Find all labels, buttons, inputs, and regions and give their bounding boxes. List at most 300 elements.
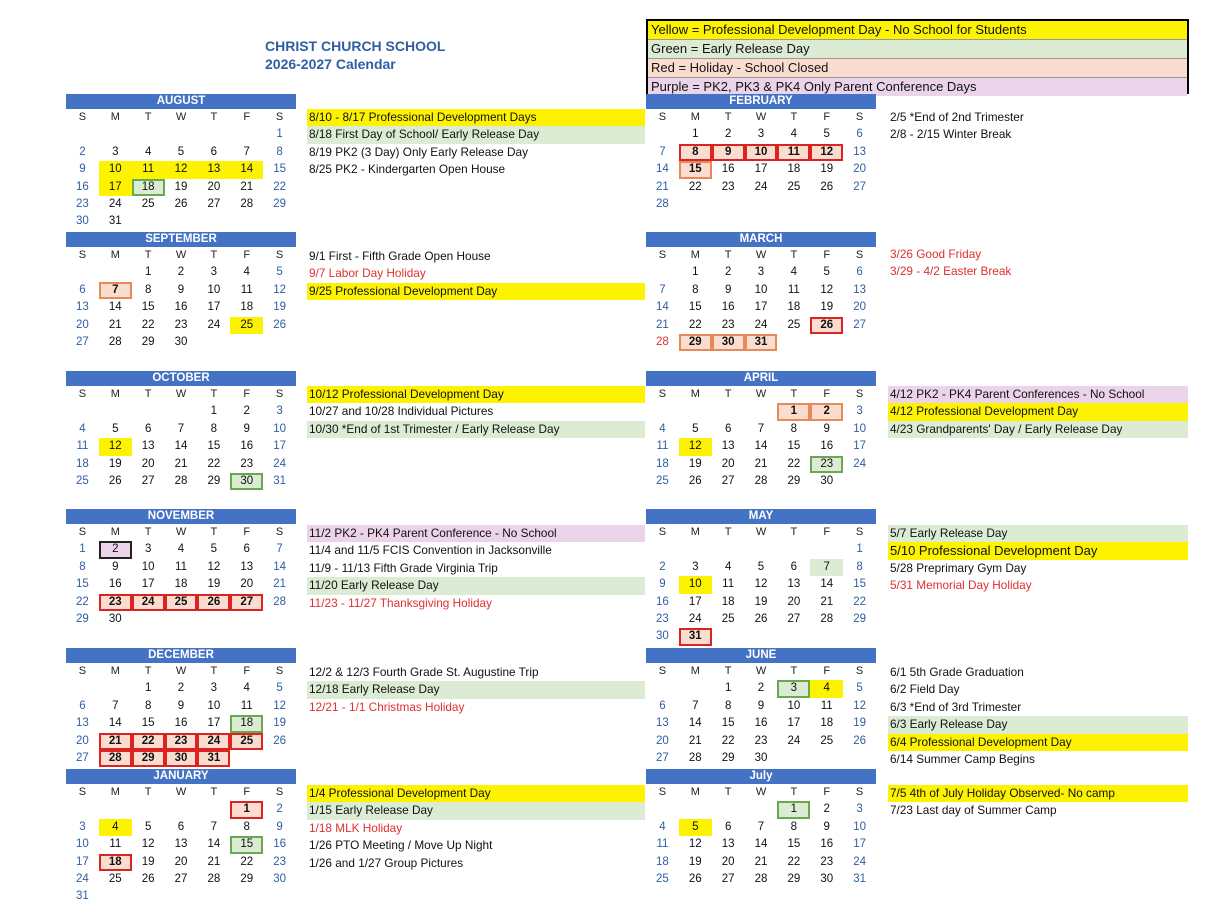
- day-cell: 2: [99, 541, 132, 558]
- week-row: [646, 126, 876, 143]
- weekday-label: W: [755, 249, 767, 261]
- day-cell: 15: [688, 301, 702, 314]
- day-cell: 13: [656, 717, 669, 730]
- event-item: 12/18 Early Release Day: [307, 681, 645, 698]
- week-row: [66, 161, 296, 178]
- day-cell: 31: [745, 334, 778, 351]
- empty-day-cell: [777, 541, 810, 558]
- week-row: [646, 264, 876, 281]
- day-cell: 26: [688, 474, 702, 487]
- weekday-label: W: [175, 526, 187, 538]
- day-cell: 20: [141, 457, 155, 470]
- day-cell: 9: [177, 283, 185, 296]
- month-april: [646, 371, 876, 490]
- day-cell: 7: [810, 559, 843, 576]
- day-cell: 23: [721, 318, 735, 331]
- day-cell: 8: [790, 820, 798, 833]
- event-item: 5/10 Professional Development Day: [888, 542, 1188, 559]
- empty-day-cell: [712, 628, 745, 645]
- day-cell: 30: [230, 473, 263, 490]
- day-cell: 3: [144, 543, 152, 556]
- day-cell: 13: [174, 838, 188, 851]
- day-cell: 19: [688, 457, 702, 470]
- day-cell: 15: [207, 440, 221, 453]
- weekday-label: T: [724, 249, 732, 261]
- day-cell: 12: [207, 560, 221, 573]
- day-cell: 26: [273, 734, 286, 747]
- empty-day-cell: [263, 611, 296, 628]
- day-cell: 17: [273, 440, 286, 453]
- event-list: [888, 109, 1188, 144]
- day-cell: 3: [757, 266, 765, 279]
- weekday-label: T: [210, 786, 218, 798]
- day-cell: 16: [820, 440, 834, 453]
- day-cell: 30: [165, 750, 198, 767]
- weekday-label: M: [690, 526, 700, 538]
- empty-day-cell: [197, 213, 230, 230]
- day-cell: 4: [724, 560, 732, 573]
- day-cell: 13: [141, 440, 155, 453]
- day-cell: 16: [108, 578, 122, 591]
- weekday-label: T: [724, 786, 732, 798]
- day-cell: 24: [787, 734, 801, 747]
- weekday-label: T: [144, 111, 152, 123]
- event-item: 1/15 Early Release Day: [307, 802, 645, 819]
- day-cell: 21: [99, 733, 132, 750]
- day-cell: 7: [99, 282, 132, 299]
- day-cell: 24: [853, 457, 866, 470]
- day-cell: 19: [688, 855, 702, 868]
- weekday-label: S: [855, 111, 864, 123]
- day-cell: 21: [273, 578, 286, 591]
- day-cell: 15: [273, 163, 286, 176]
- weekday-header-row: [66, 784, 296, 801]
- day-cell: 14: [820, 578, 834, 591]
- month-header: JUNE: [646, 648, 876, 663]
- day-cell: 1: [692, 266, 699, 279]
- day-cell: 9: [823, 820, 830, 833]
- week-row: [66, 715, 296, 732]
- weekday-label: T: [210, 388, 218, 400]
- day-cell: 26: [810, 317, 843, 334]
- day-cell: 27: [174, 872, 188, 885]
- day-cell: 28: [754, 474, 768, 487]
- day-cell: 27: [207, 197, 221, 210]
- event-item: 6/3 *End of 3rd Trimester: [890, 699, 1022, 714]
- day-cell: 16: [820, 838, 834, 851]
- day-cell: 1: [692, 128, 699, 141]
- week-row: [66, 594, 296, 611]
- day-cell: 8: [724, 699, 732, 712]
- day-cell: 24: [273, 457, 286, 470]
- empty-day-cell: [230, 334, 263, 351]
- weekday-label: S: [658, 786, 667, 798]
- day-cell: 19: [853, 717, 866, 730]
- legend-green: Green = Early Release Day: [648, 40, 1187, 59]
- day-cell: 6: [659, 699, 666, 712]
- day-cell: 10: [99, 161, 132, 178]
- day-cell: 21: [656, 318, 669, 331]
- day-cell: 6: [856, 266, 863, 279]
- day-cell: 6: [790, 560, 798, 573]
- day-cell: 21: [207, 855, 221, 868]
- day-cell: 8: [276, 145, 283, 158]
- day-cell: 21: [240, 180, 254, 193]
- day-cell: 29: [76, 612, 89, 625]
- weekday-label: S: [78, 786, 87, 798]
- event-item: 5/28 Preprimary Gym Day: [890, 560, 1027, 575]
- day-cell: 7: [210, 820, 218, 833]
- day-cell: 5: [856, 682, 863, 695]
- week-row: [66, 456, 296, 473]
- day-cell: 14: [754, 838, 768, 851]
- day-cell: 27: [853, 318, 866, 331]
- day-cell: 5: [276, 266, 283, 279]
- day-cell: 29: [721, 751, 735, 764]
- month-header: MAY: [646, 509, 876, 524]
- day-cell: 14: [754, 440, 768, 453]
- day-cell: 9: [79, 163, 86, 176]
- day-cell: 7: [757, 820, 765, 833]
- day-cell: 23: [810, 456, 843, 473]
- empty-day-cell: [646, 403, 679, 420]
- day-cell: 20: [76, 318, 89, 331]
- weekday-label: T: [144, 786, 152, 798]
- weekday-label: T: [724, 526, 732, 538]
- week-row: [66, 871, 296, 888]
- week-row: [66, 126, 296, 143]
- day-cell: 22: [853, 595, 866, 608]
- day-cell: 20: [853, 163, 866, 176]
- weekday-header-row: [66, 109, 296, 126]
- day-cell: 20: [721, 855, 735, 868]
- day-cell: 8: [856, 560, 863, 573]
- day-cell: 14: [174, 440, 188, 453]
- day-cell: 13: [240, 560, 254, 573]
- day-cell: 2: [810, 403, 843, 420]
- week-row: [646, 594, 876, 611]
- day-cell: 3: [210, 266, 218, 279]
- day-cell: 1: [230, 801, 263, 818]
- empty-day-cell: [745, 801, 778, 818]
- empty-day-cell: [712, 403, 745, 420]
- day-cell: 28: [656, 335, 669, 348]
- day-cell: 11: [820, 699, 833, 712]
- day-cell: 28: [240, 197, 254, 210]
- event-item: 1/4 Professional Development Day: [307, 785, 645, 802]
- weekday-label: W: [175, 111, 187, 123]
- day-cell: 4: [810, 680, 843, 697]
- day-cell: 10: [853, 422, 866, 435]
- weekday-label: M: [690, 665, 700, 677]
- day-cell: 28: [820, 612, 834, 625]
- event-item: 2/8 - 2/15 Winter Break: [890, 127, 1012, 142]
- weekday-label: F: [243, 786, 251, 798]
- day-cell: 2: [659, 560, 666, 573]
- day-cell: 22: [132, 733, 165, 750]
- day-cell: 19: [273, 717, 286, 730]
- empty-day-cell: [810, 541, 843, 558]
- event-list: [307, 386, 645, 438]
- day-cell: 14: [656, 301, 669, 314]
- day-cell: 5: [177, 145, 185, 158]
- day-cell: 26: [141, 872, 155, 885]
- day-cell: 17: [688, 595, 702, 608]
- day-cell: 2: [757, 682, 765, 695]
- empty-day-cell: [679, 801, 712, 818]
- week-row: [646, 403, 876, 420]
- day-cell: 2: [823, 803, 830, 816]
- event-item: 11/2 PK2 - PK4 Parent Conference - No School: [307, 525, 645, 542]
- day-cell: 29: [273, 197, 286, 210]
- day-cell: 23: [240, 457, 254, 470]
- weekday-label: S: [78, 526, 87, 538]
- empty-day-cell: [165, 611, 198, 628]
- weekday-label: T: [790, 388, 798, 400]
- week-row: [646, 299, 876, 316]
- weekday-header-row: [66, 386, 296, 403]
- event-item: 12/21 - 1/1 Christmas Holiday: [309, 699, 465, 714]
- day-cell: 9: [276, 820, 283, 833]
- weekday-label: S: [78, 111, 87, 123]
- day-cell: 14: [688, 717, 702, 730]
- legend-yellow: Yellow = Professional Development Day - No School for Students: [648, 21, 1187, 40]
- event-item: 1/26 and 1/27 Group Pictures: [309, 855, 464, 870]
- day-cell: 23: [721, 180, 735, 193]
- weekday-label: F: [823, 786, 831, 798]
- day-cell: 27: [76, 751, 89, 764]
- day-cell: 20: [240, 578, 254, 591]
- day-cell: 25: [787, 318, 801, 331]
- day-cell: 13: [787, 578, 801, 591]
- day-cell: 17: [754, 301, 768, 314]
- empty-day-cell: [777, 750, 810, 767]
- week-row: [646, 733, 876, 750]
- day-cell: 10: [207, 283, 221, 296]
- day-cell: 21: [688, 734, 702, 747]
- empty-day-cell: [777, 628, 810, 645]
- day-cell: 1: [276, 128, 283, 141]
- day-cell: 25: [108, 872, 122, 885]
- week-row: [646, 628, 876, 645]
- day-cell: 10: [76, 838, 89, 851]
- day-cell: 5: [823, 266, 830, 279]
- empty-day-cell: [99, 403, 132, 420]
- day-cell: 19: [141, 855, 155, 868]
- empty-day-cell: [99, 264, 132, 281]
- weekday-label: S: [78, 249, 87, 261]
- day-cell: 10: [745, 144, 778, 161]
- event-item: 12/2 & 12/3 Fourth Grade St. Augustine Trip: [309, 665, 539, 679]
- empty-day-cell: [230, 126, 263, 143]
- event-list: [307, 525, 645, 612]
- day-cell: 15: [141, 301, 155, 314]
- day-cell: 18: [132, 179, 165, 196]
- day-cell: 27: [853, 180, 866, 193]
- month-header: APRIL: [646, 371, 876, 386]
- school-name: CHRIST CHURCH SCHOOL: [265, 38, 446, 54]
- weekday-header-row: [66, 247, 296, 264]
- day-cell: 16: [754, 717, 768, 730]
- day-cell: 24: [76, 872, 89, 885]
- day-cell: 19: [820, 163, 834, 176]
- day-cell: 12: [273, 699, 286, 712]
- empty-day-cell: [99, 888, 132, 905]
- day-cell: 11: [777, 144, 810, 161]
- week-row: [646, 421, 876, 438]
- empty-day-cell: [165, 801, 198, 818]
- weekday-label: S: [855, 388, 864, 400]
- day-cell: 20: [207, 180, 221, 193]
- day-cell: 13: [197, 161, 230, 178]
- month-october: [66, 371, 296, 490]
- event-list: [888, 785, 1188, 820]
- legend-purple: Purple = PK2, PK3 & PK4 Only Parent Conference Days: [648, 78, 1187, 96]
- weekday-label: M: [110, 526, 120, 538]
- day-cell: 24: [853, 855, 866, 868]
- day-cell: 25: [656, 474, 669, 487]
- weekday-label: W: [175, 388, 187, 400]
- empty-day-cell: [745, 628, 778, 645]
- empty-day-cell: [230, 750, 263, 767]
- empty-day-cell: [777, 334, 810, 351]
- day-cell: 19: [108, 457, 122, 470]
- day-cell: 7: [692, 699, 699, 712]
- day-cell: 12: [679, 438, 712, 455]
- month-february: [646, 94, 876, 213]
- weekday-label: F: [823, 526, 831, 538]
- calendar-year: 2026-2027 Calendar: [265, 56, 396, 72]
- day-cell: 9: [112, 560, 119, 573]
- event-item: 10/12 Professional Development Day: [307, 386, 645, 403]
- day-cell: 24: [754, 180, 768, 193]
- day-cell: 4: [790, 266, 798, 279]
- empty-day-cell: [810, 196, 843, 213]
- week-row: [66, 854, 296, 871]
- day-cell: 5: [823, 128, 830, 141]
- day-cell: 3: [276, 405, 283, 418]
- weekday-header-row: [646, 663, 876, 680]
- day-cell: 14: [230, 161, 263, 178]
- event-item: 4/23 Grandparents' Day / Early Release Day: [888, 421, 1188, 438]
- day-cell: 8: [144, 699, 152, 712]
- day-cell: 29: [141, 335, 155, 348]
- empty-day-cell: [712, 541, 745, 558]
- day-cell: 20: [853, 301, 866, 314]
- week-row: [66, 144, 296, 161]
- day-cell: 6: [210, 145, 218, 158]
- day-cell: 7: [177, 422, 185, 435]
- day-cell: 11: [787, 283, 800, 296]
- day-cell: 21: [656, 180, 669, 193]
- day-cell: 12: [99, 438, 132, 455]
- day-cell: 26: [820, 180, 834, 193]
- day-cell: 18: [76, 457, 89, 470]
- day-cell: 7: [659, 145, 666, 158]
- month-july: [646, 769, 876, 888]
- empty-day-cell: [646, 126, 679, 143]
- day-cell: 28: [108, 335, 122, 348]
- day-cell: 20: [787, 595, 801, 608]
- empty-day-cell: [66, 680, 99, 697]
- event-item: 5/7 Early Release Day: [888, 525, 1188, 542]
- day-cell: 6: [243, 543, 250, 556]
- event-item: 9/25 Professional Development Day: [307, 283, 645, 300]
- empty-day-cell: [263, 750, 296, 767]
- month-header: NOVEMBER: [66, 509, 296, 524]
- day-cell: 18: [230, 715, 263, 732]
- empty-day-cell: [646, 541, 679, 558]
- day-cell: 16: [76, 180, 89, 193]
- weekday-label: F: [823, 249, 831, 261]
- weekday-label: W: [755, 786, 767, 798]
- day-cell: 8: [144, 283, 152, 296]
- week-row: [66, 264, 296, 281]
- empty-day-cell: [810, 334, 843, 351]
- weekday-label: W: [175, 665, 187, 677]
- weekday-label: S: [658, 249, 667, 261]
- empty-day-cell: [99, 126, 132, 143]
- day-cell: 16: [174, 717, 188, 730]
- day-cell: 1: [777, 801, 810, 818]
- weekday-label: F: [823, 111, 831, 123]
- day-cell: 11: [76, 440, 89, 453]
- month-header: July: [646, 769, 876, 784]
- weekday-label: F: [243, 526, 251, 538]
- day-cell: 21: [820, 595, 834, 608]
- weekday-label: M: [690, 249, 700, 261]
- day-cell: 31: [273, 474, 286, 487]
- day-cell: 9: [757, 699, 765, 712]
- event-item: 4/12 PK2 - PK4 Parent Conferences - No School: [888, 386, 1188, 403]
- day-cell: 25: [230, 317, 263, 334]
- week-row: [646, 473, 876, 490]
- day-cell: 26: [273, 318, 286, 331]
- day-cell: 28: [99, 750, 132, 767]
- week-row: [646, 282, 876, 299]
- day-cell: 17: [853, 838, 866, 851]
- day-cell: 1: [856, 543, 863, 556]
- day-cell: 15: [787, 440, 801, 453]
- week-row: [66, 438, 296, 455]
- week-row: [646, 750, 876, 767]
- day-cell: 20: [721, 457, 735, 470]
- week-row: [646, 871, 876, 888]
- empty-day-cell: [197, 611, 230, 628]
- day-cell: 24: [754, 318, 768, 331]
- day-cell: 23: [656, 612, 669, 625]
- empty-day-cell: [66, 264, 99, 281]
- event-item: 8/10 - 8/17 Professional Development Days: [307, 109, 645, 126]
- empty-day-cell: [66, 126, 99, 143]
- day-cell: 16: [273, 838, 286, 851]
- empty-day-cell: [745, 541, 778, 558]
- weekday-header-row: [66, 524, 296, 541]
- day-cell: 11: [656, 440, 669, 453]
- day-cell: 9: [724, 283, 732, 296]
- empty-day-cell: [165, 888, 198, 905]
- weekday-label: T: [790, 249, 798, 261]
- event-item: 6/14 Summer Camp Begins: [890, 751, 1035, 766]
- weekday-label: S: [78, 665, 87, 677]
- day-cell: 29: [679, 334, 712, 351]
- day-cell: 6: [724, 422, 732, 435]
- day-cell: 15: [230, 836, 263, 853]
- day-cell: 10: [853, 820, 866, 833]
- day-cell: 2: [79, 145, 86, 158]
- day-cell: 17: [754, 163, 768, 176]
- weekday-label: S: [658, 526, 667, 538]
